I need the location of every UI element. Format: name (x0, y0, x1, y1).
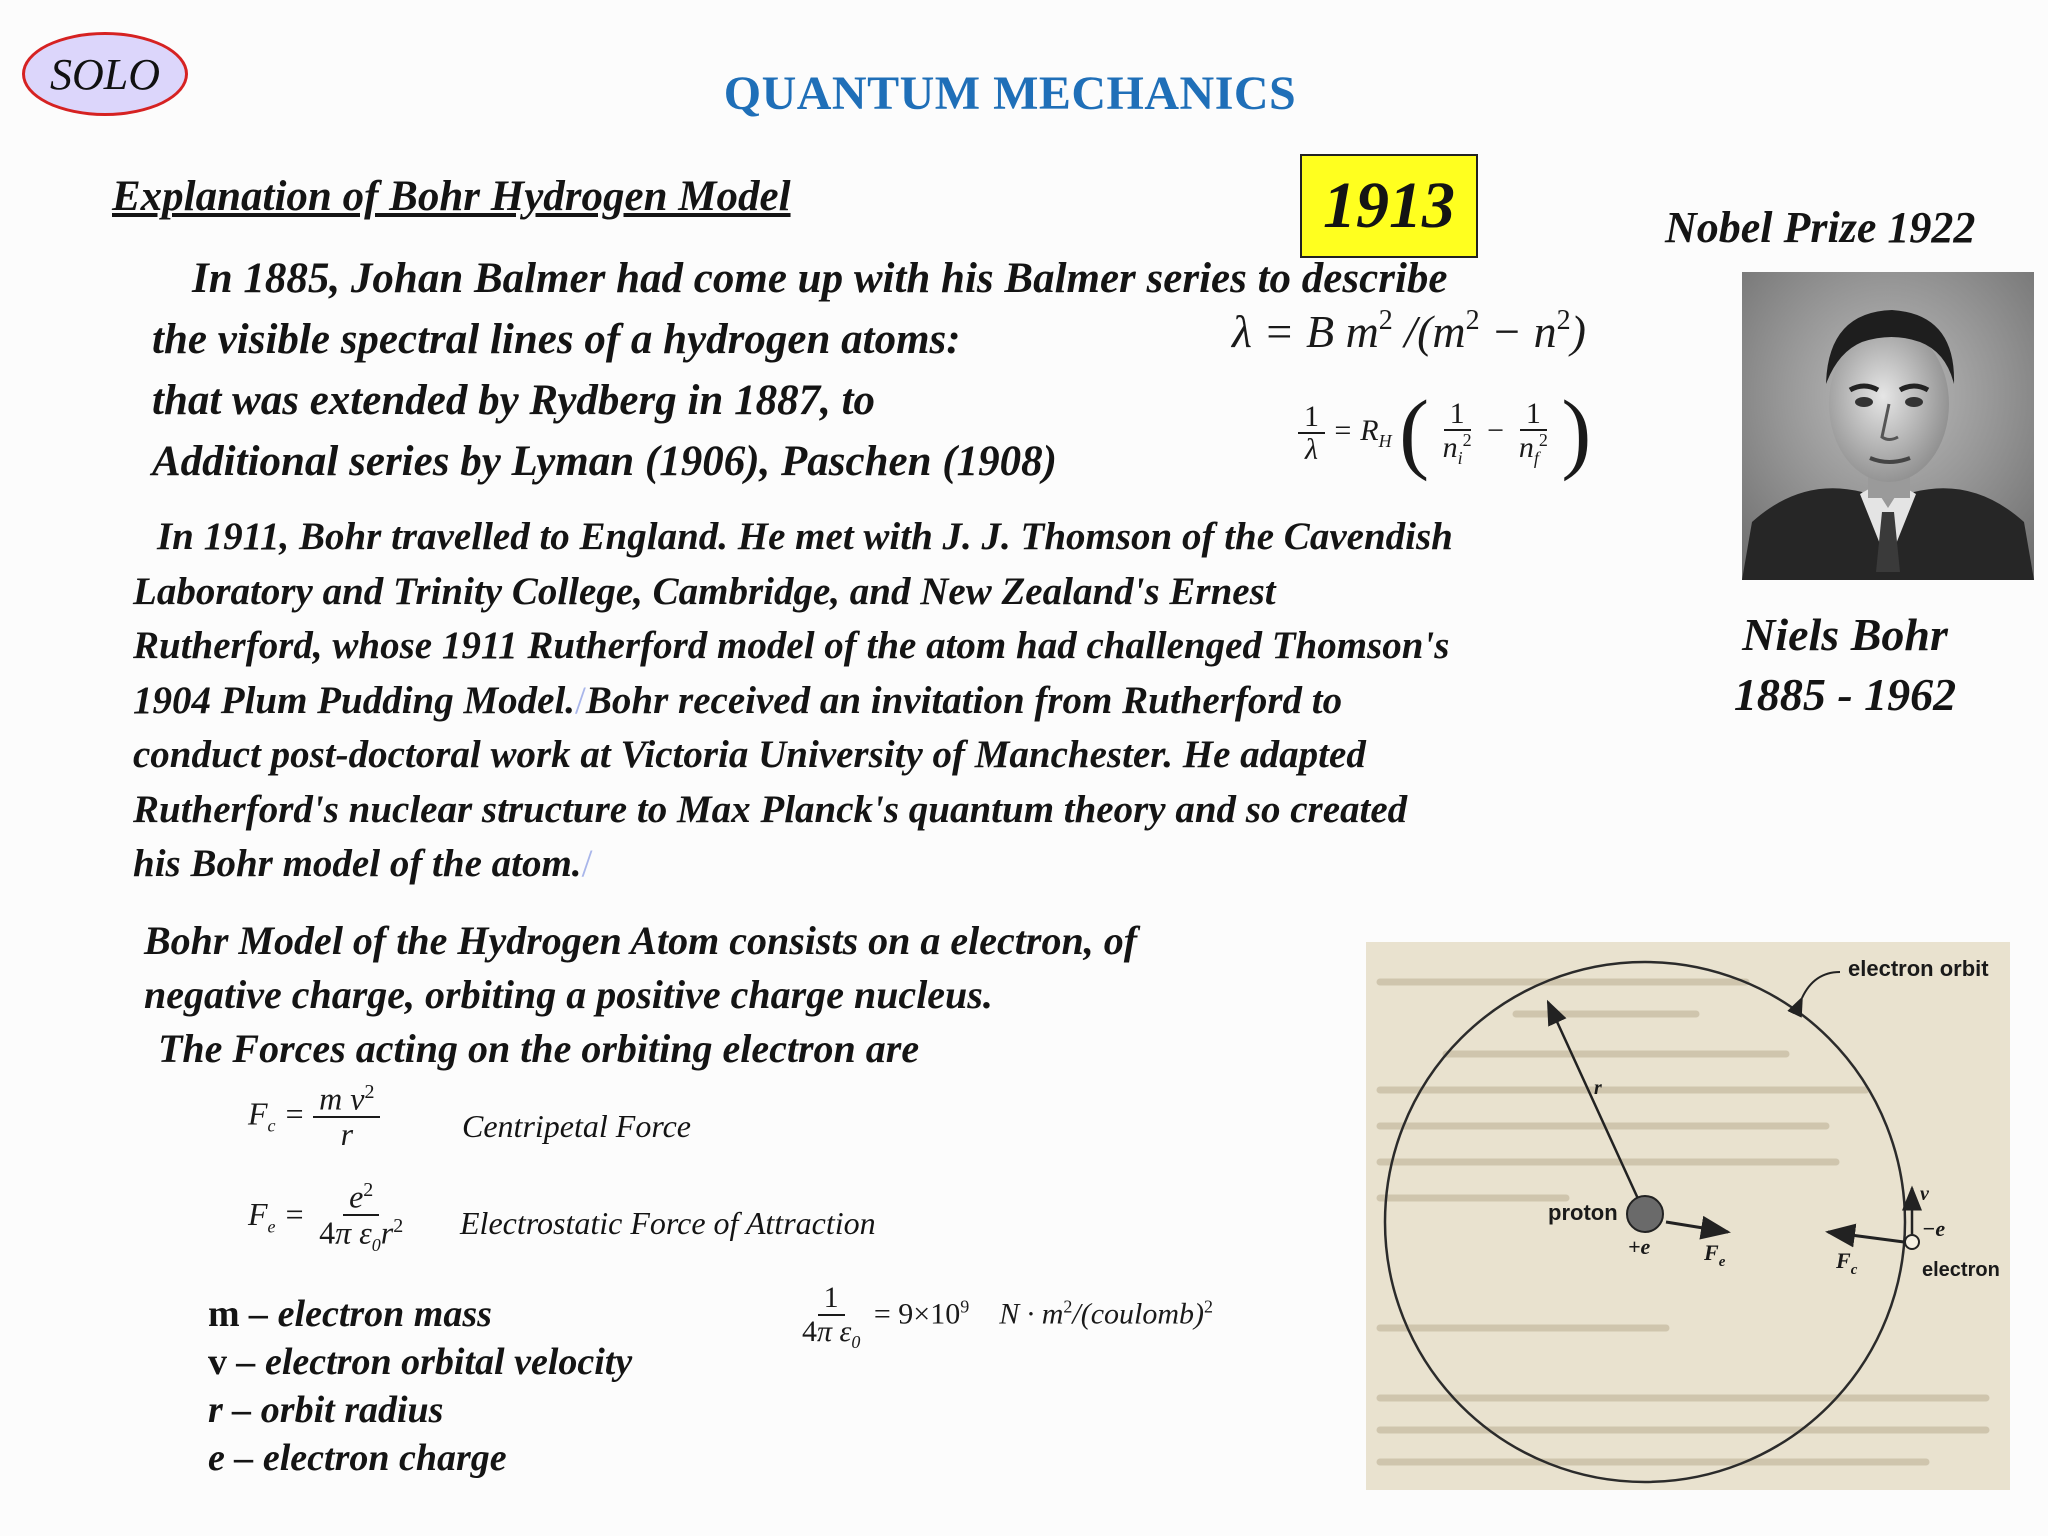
proton-charge-label: +e (1628, 1234, 1651, 1259)
fc-label: $F_c$ (1836, 1248, 1858, 1278)
section-heading: Explanation of Bohr Hydrogen Model (112, 173, 791, 220)
legend-symbol: r (208, 1389, 223, 1431)
legend-item (208, 1338, 632, 1386)
text-line-part: Bohr received an invitation from Rutherford to (585, 678, 1343, 722)
legend-item (208, 1386, 632, 1434)
text-line (133, 674, 1453, 729)
text-line: conduct post-doctoral work at Victoria University of Manchester. He adapted (133, 733, 1366, 776)
text-line: Laboratory and Trinity College, Cambridge, and New Zealand's Ernest (133, 569, 1276, 613)
text-line: In 1911, Bohr travelled to England. He met with J. J. Thomson of the Cavendish (157, 515, 1453, 558)
text-line: Bohr Model of the Hydrogen Atom consists on a electron, of (144, 918, 1138, 963)
legend-text: – electron charge (224, 1437, 507, 1479)
proton-label: proton (1548, 1200, 1618, 1225)
balmer-formula: λ = B $m^2$ $/(m^2 - n^2)$ (1232, 305, 1586, 357)
name-caption (1700, 605, 1990, 725)
legend-item (208, 1434, 632, 1482)
scientist-name: Niels Bohr (1742, 609, 1948, 660)
electrostatic-force-label: Electrostatic Force of Attraction (460, 1205, 876, 1241)
text-line: that was extended by Rydberg in 1887, to (152, 377, 876, 424)
text-line: the visible spectral lines of a hydrogen atoms: (152, 316, 961, 363)
text-line-part: his Bohr model of the atom. (133, 842, 582, 885)
scientist-lifespan: 1885 - 1962 (1733, 669, 1957, 720)
electron-dot (1905, 1235, 1919, 1249)
electron-orbit-label: electron orbit (1848, 956, 1989, 981)
legend-symbol: v (208, 1341, 227, 1383)
solo-badge: SOLO (22, 32, 188, 116)
reference-mark: / (581, 842, 593, 885)
coulomb-constant-formula: $\frac{1}{4\pi \varepsilon_0}$ = $9\times 10^9$ $N \cdot m^2/(coulomb)^2$ (802, 1281, 1214, 1352)
coulomb-exponent: 9 (960, 1296, 970, 1317)
electrostatic-force-formula: $F_e$ = $\frac{e^2}{4\pi \varepsilon_0r^2}$ (248, 1178, 404, 1256)
text-line: negative charge, orbiting a positive charge nucleus. (144, 972, 993, 1017)
legend-symbol: m (208, 1293, 240, 1335)
year-box: 1913 (1300, 154, 1478, 258)
fe-label: $F_e$ (1704, 1240, 1726, 1270)
text-line: The Forces acting on the orbiting electron are (158, 1026, 920, 1071)
text-line: Additional series by Lyman (1906), Paschen (1908) (152, 438, 1057, 485)
coulomb-units-tail: /(coulomb) (1072, 1297, 1205, 1331)
electron-label: electron (1922, 1259, 2000, 1281)
electron-charge-label: −e (1922, 1216, 1946, 1241)
balmer-paragraph (152, 248, 1447, 492)
text-line: Rutherford, whose 1911 Rutherford model of the atom had challenged Thomson's (133, 624, 1450, 667)
niels-bohr-portrait (1742, 272, 2034, 580)
rydberg-formula: $\frac{1}{\lambda}$ = $R_H$ ( $\frac{1}{n_i^2}$ − $\frac{1}{n_f^2}$ ) (1298, 388, 1591, 478)
legend-item (208, 1290, 632, 1338)
bohr-orbit-figure (1366, 942, 2010, 1490)
proton-dot (1627, 1196, 1663, 1232)
nobel-caption: Nobel Prize 1922 (1665, 203, 1976, 252)
symbol-legend (208, 1290, 632, 1482)
centripetal-force-label: Centripetal Force (462, 1108, 691, 1144)
centripetal-force-formula: $F_c$ = $\frac{m v^2}{r}$ (248, 1082, 380, 1152)
text-line (133, 837, 1453, 892)
legend-text: – electron mass (239, 1293, 492, 1335)
coulomb-units: N · m (999, 1297, 1064, 1331)
text-line-part: 1904 Plum Pudding Model. (133, 678, 576, 722)
velocity-label: v (1920, 1183, 1929, 1205)
coulomb-value: = 9×10 (873, 1297, 961, 1331)
bohr-history-paragraph (133, 510, 1453, 892)
legend-text: – orbit radius (222, 1389, 444, 1431)
legend-symbol: e (208, 1437, 225, 1479)
text-line: Rutherford's nuclear structure to Max Planck's quantum theory and so created (133, 787, 1408, 831)
slide-title: QUANTUM MECHANICS (723, 67, 1297, 120)
radius-label: r (1594, 1077, 1602, 1099)
text-line: In 1885, Johan Balmer had come up with his Balmer series to describe (192, 255, 1448, 302)
bohr-model-paragraph (144, 914, 1137, 1076)
legend-text: – electron orbital velocity (227, 1341, 633, 1383)
reference-mark: / (575, 678, 586, 722)
